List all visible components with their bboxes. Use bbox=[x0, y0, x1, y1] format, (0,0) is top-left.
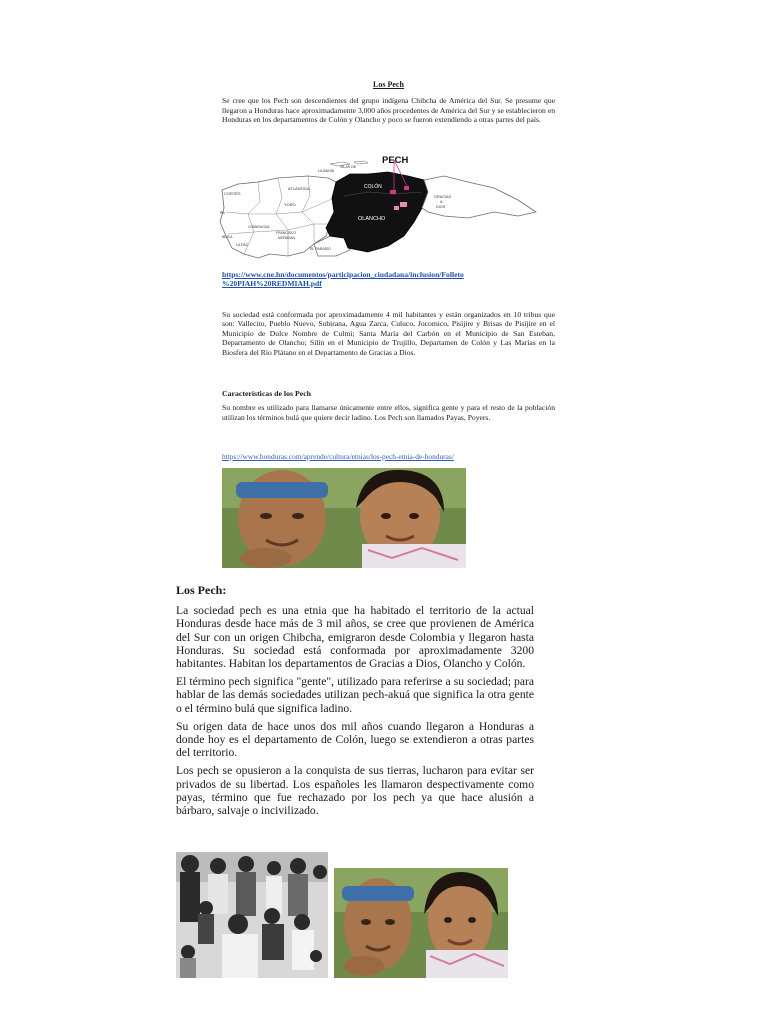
map-label-yoro: YORO bbox=[284, 202, 296, 207]
map-label-comayagua: COMAYAGUA bbox=[248, 225, 270, 229]
map-label-morazan: MORAZÁN bbox=[278, 236, 295, 240]
map-label-gracias-a: A bbox=[440, 200, 443, 204]
lower-article bbox=[176, 584, 534, 822]
lower-paragraph-3: Su origen data de hace unos dos mil años cuando llegaron a Honduras a donde hoy es el departamento de Colón, luego se extendieron a otras partes del territorio. bbox=[176, 719, 534, 760]
upper-article bbox=[222, 80, 555, 125]
lower-heading: Los Pech: bbox=[176, 583, 227, 597]
source-link-honduras[interactable]: https://www.honduras.com/aprende/cultura/etnias/los-pech-etnia-de-honduras/ bbox=[222, 452, 454, 461]
upper-characteristics-block bbox=[222, 389, 555, 422]
source-link-cne-line1: https://www.cne.hn/documentos/participacion_ciudadana/inclusion/Folleto bbox=[222, 270, 464, 279]
lower-paragraph-2: El término pech significa "gente", utilizado para referirse a su sociedad; para hablar de las demás sociedades utilizan pech-akuá que significa la otra gente o el término bulá que significa ladino. bbox=[176, 675, 534, 715]
characteristics-heading: Características de los Pech bbox=[222, 389, 311, 398]
source-link-cne[interactable] bbox=[222, 270, 555, 288]
map-label-gracias: GRACIAS bbox=[434, 195, 452, 199]
upper-society-block bbox=[222, 310, 555, 357]
honduras-map bbox=[218, 152, 540, 262]
honduras-map-graphic bbox=[218, 152, 540, 262]
pech-group-photo bbox=[176, 852, 328, 978]
lower-paragraph-1: La sociedad pech es una etnia que ha habitado el territorio de la actual Honduras desde hace más de 3 mil años, se cree que provienen de América del Sur con un origen Chibcha, emigraron desde Colombia y llegaron hasta Honduras. Su sociedad está conformada por aproximadamente 3200 habitantes. Habitan los departamentos de Gracias a Dios, Olancho y Colón. bbox=[176, 604, 534, 671]
map-label-cortes: CORTÉS bbox=[224, 191, 241, 196]
map-label-paraiso: EL PARAÍSO bbox=[310, 247, 331, 251]
map-label-atlantida: ATLÁNTIDA bbox=[288, 186, 310, 191]
upper-link2-block bbox=[222, 452, 555, 461]
pech-portrait-photo-2 bbox=[334, 868, 508, 978]
map-label-colon: COLÓN bbox=[364, 184, 382, 190]
characteristics-paragraph: Su nombre es utilizado para llamarse únicamente entre ellos, significa gente y para el resto de la población utilizan los términos bulá que quiere decir ladino. Los Pech son llamados Payas, Poyers. bbox=[222, 403, 555, 422]
upper-title: Los Pech bbox=[373, 80, 404, 89]
lower-paragraph-4: Los pech se opusieron a la conquista de sus tierras, lucharon para evitar ser privados de su libertad. Los españoles les llamaron despectivamente como payas, término que fue rechazado por los pech ya que hace alusión a bárbaro, salvaje o incivilizado. bbox=[176, 764, 534, 818]
source-link-cne-line2: %20PIAH%20REDMIAH.pdf bbox=[222, 279, 322, 288]
map-label-lapaz: LA PAZ bbox=[236, 243, 248, 247]
map-label-islas: ISLAS DE bbox=[340, 165, 357, 169]
map-label-bahia: LA BAHÍA bbox=[318, 169, 334, 173]
pech-portrait-photo-1 bbox=[222, 468, 466, 568]
map-label-ibuca: IBUCA bbox=[222, 235, 233, 239]
map-title: PECH bbox=[382, 155, 409, 166]
upper-intro: Se cree que los Pech son descendientes del grupo indígena Chibcha de América del Sur. Se presume que llegaron a Honduras hace aproximadamente 3,000 años procedentes de América del Sur y se establecieron en Honduras en los departamentos de Colón y Olancho y poco se fueron extendiendo a otras partes del país. bbox=[222, 96, 555, 125]
map-label-ra: RA bbox=[220, 211, 225, 215]
map-label-dios: DIOS bbox=[436, 205, 446, 209]
map-label-olancho: OLANCHO bbox=[358, 216, 386, 222]
upper-link-block bbox=[222, 270, 555, 288]
map-label-francisco: FRANCISCO bbox=[276, 231, 296, 235]
society-paragraph: Su sociedad está conformada por aproximadamente 4 mil habitantes y están organizados en 10 tribus que son: Vallecito, Pueblo Nuevo, Subirana, Agua Zarca, Culuco, Jocomico, Pisijire y Brisas de Pisijire en el Municipio de Dulce Nombre de Culmí; Santa María del Carbón en el Municipio de San Esteban, Departamento de Olancho; Silín en el Municipio de Trujillo, Departamen de Colón y Las Marías en la Biosfera del Río Plátano en el Departamento de Gracias a Dios. bbox=[222, 310, 555, 357]
